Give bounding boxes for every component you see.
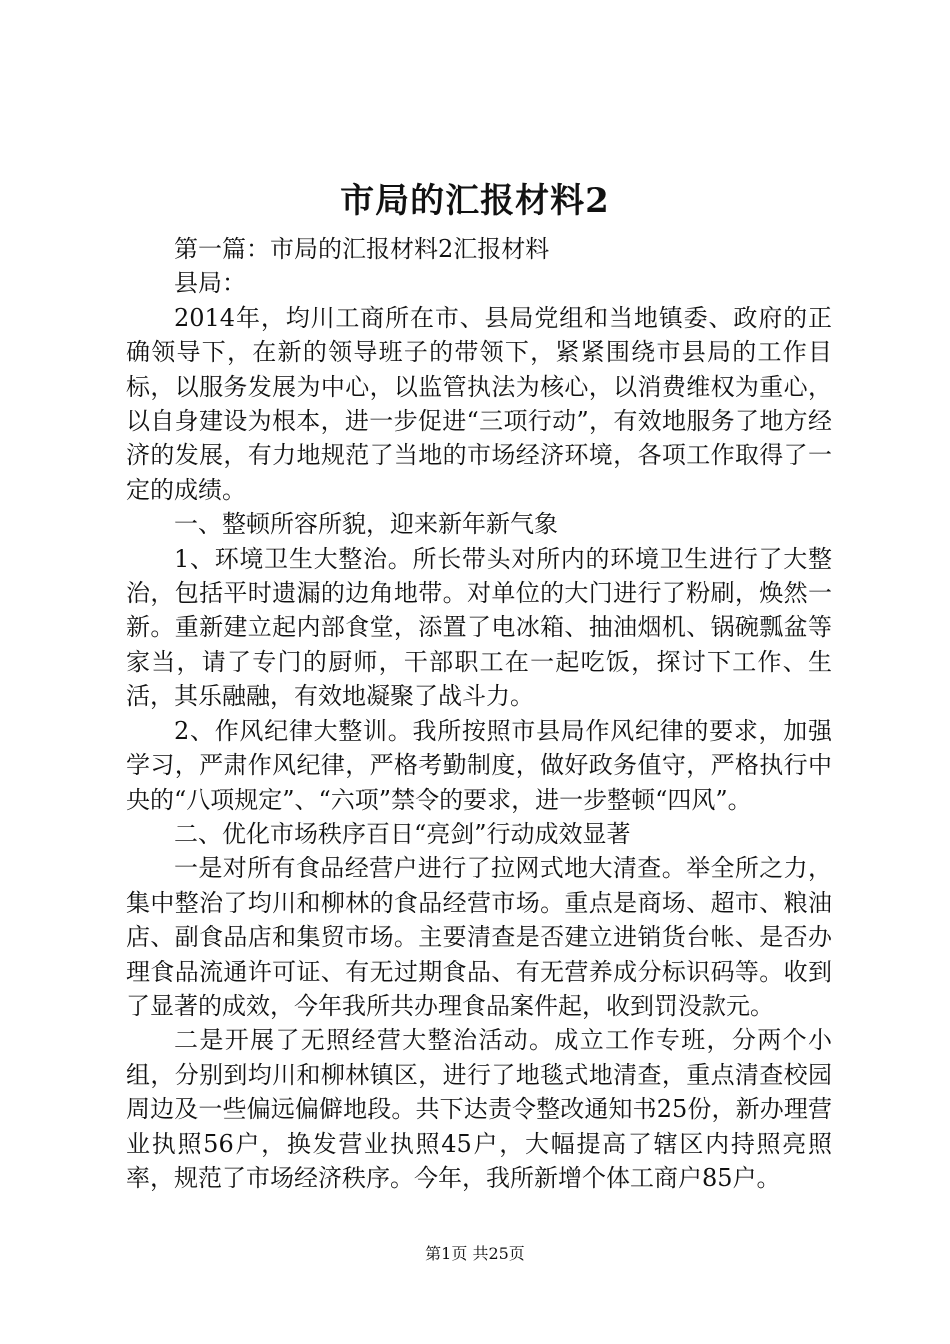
document-body <box>126 232 832 1195</box>
paragraph: 二是开展了无照经营大整治活动。成立工作专班，分两个小组，分别到均川和柳林镇区，进行了地毯式地清查，重点清查校园周边及一些偏远偏僻地段。共下达责令整改通知书25份，新办理营业执照56户，换发营业执照45户，大幅提高了辖区内持照亮照率，规范了市场经济秩序。今年，我所新增个体工商户85户。 <box>126 1026 832 1192</box>
document-title: 市局的汇报材料2 <box>340 181 610 221</box>
paragraph: 1、环境卫生大整治。所长带头对所内的环境卫生进行了大整治，包括平时遗漏的边角地带。对单位的大门进行了粉刷，焕然一新。重新建立起内部食堂，添置了电冰箱、抽油烟机、锅碗瓢盆等家当，请了专门的厨师，干部职工在一起吃饭，探讨下工作、生活，其乐融融，有效地凝聚了战斗力。 <box>126 544 832 711</box>
paragraph: 2、作风纪律大整训。我所按照市县局作风纪律的要求，加强学习，严肃作风纪律，严格考勤制度，做好政务值守，严格执行中央的“八项规定”、“六项”禁令的要求，进一步整顿“四风”。 <box>126 716 832 814</box>
paragraph: 2014年，均川工商所在市、县局党组和当地镇委、政府的正确领导下，在新的领导班子的带领下，紧紧围绕市县局的工作目标，以服务发展为中心，以监管执法为核心，以消费维权为重心，以自身建设为根本，进一步促进“三项行动”，有效地服务了地方经济的发展，有力地规范了当地的市场经济环境，各项工作取得了一定的成绩。 <box>126 303 832 504</box>
subheading: 二、优化市场秩序百日“亮剑”行动成效显著 <box>174 819 631 848</box>
paragraph: 一是对所有食品经营户进行了拉网式地大清查。举全所之力，集中整治了均川和柳林的食品经营市场。重点是商场、超市、粮油店、副食品店和集贸市场。主要清查是否建立进销货台帐、是否办理食品流通许可证、有无过期食品、有无营养成分标识码等。收到了显著的成效，今年我所共办理食品案件起，收到罚没款元。 <box>126 854 832 1020</box>
salutation: 县局： <box>174 269 246 298</box>
page-number-footer: 第1页 共25页 <box>425 1244 525 1263</box>
section-heading: 第一篇：市局的汇报材料2汇报材料 <box>174 235 550 263</box>
subheading: 一、整顿所容所貌，迎来新年新气象 <box>174 510 558 539</box>
